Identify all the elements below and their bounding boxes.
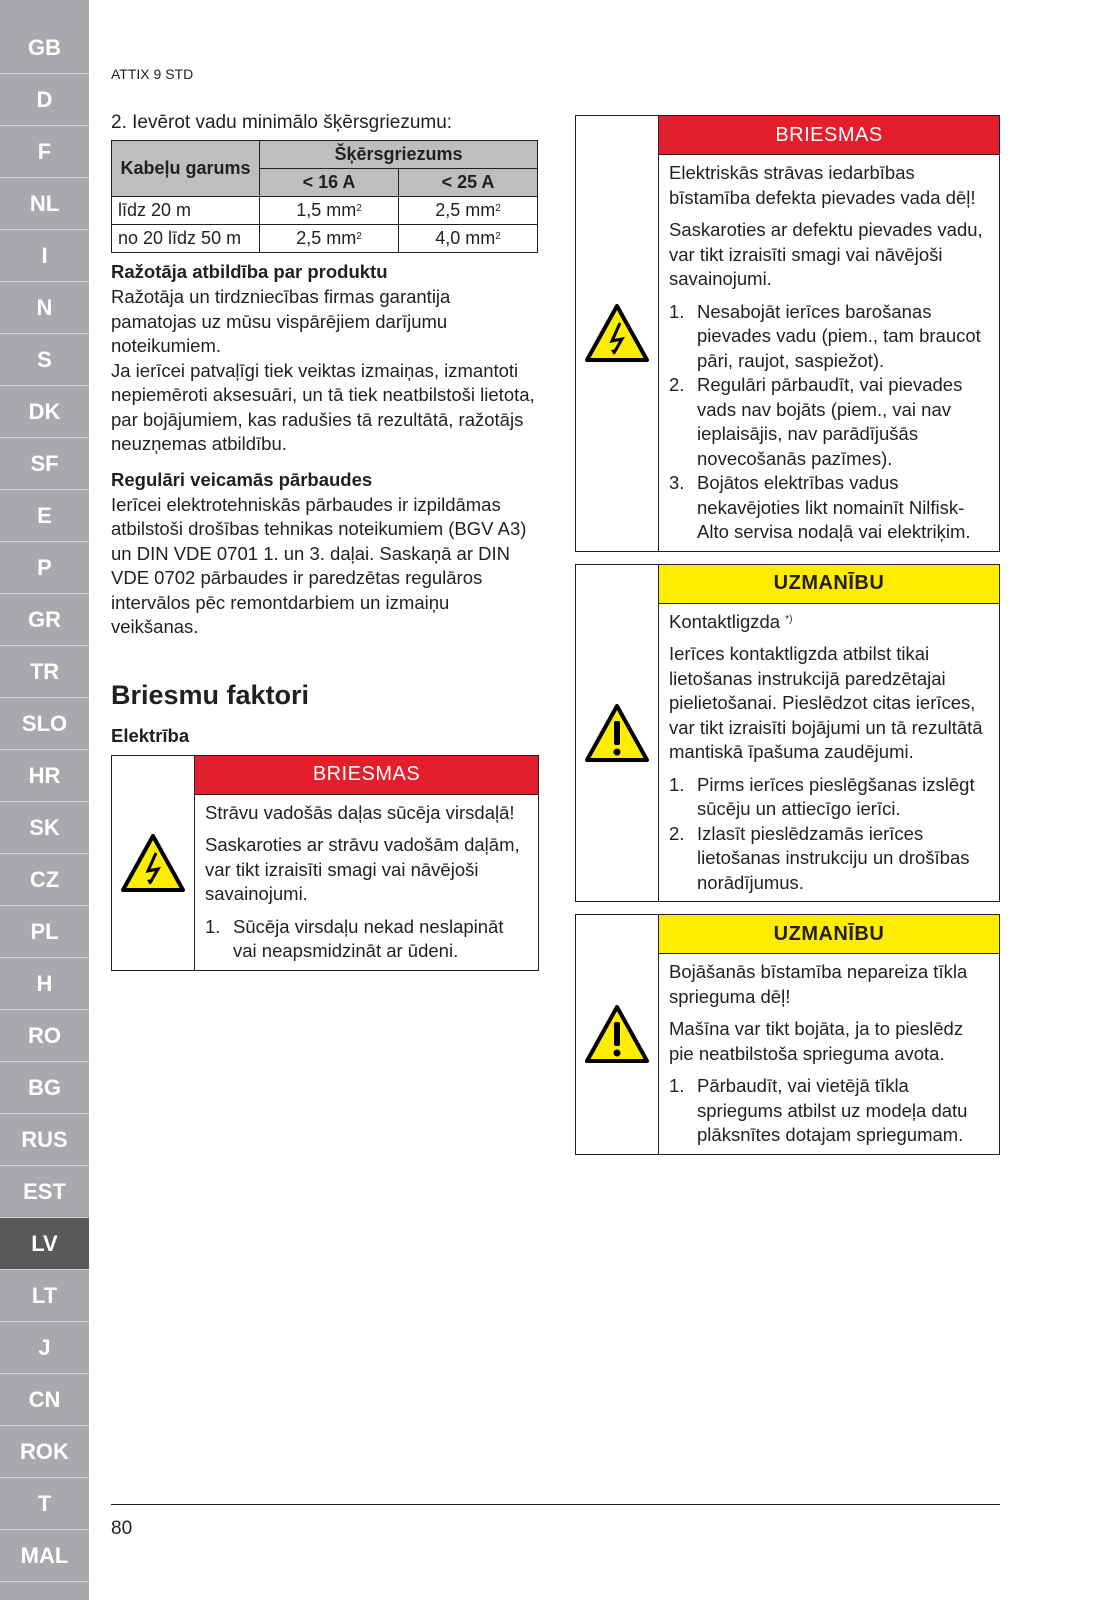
inspections-paragraph: Ierīcei elektrotehniskās pārbaudes ir izpildāmas atbilstoši drošības tehnikas noteikumiem (BGV A3) un DIN VDE 0701 1. un 3. daļai. Saskaņā ar DIN VDE 0702 pārbaudes ir paredzētas regulāros intervālos pēc remontdarbiem un izmaiņu veikšanas. — [111, 493, 527, 637]
lang-tab-nl[interactable]: NL — [0, 178, 89, 230]
lang-tab-slo[interactable]: SLO — [0, 698, 89, 750]
col-16a-header: < 16 A — [260, 169, 399, 197]
cross-section-header: Šķērsgriezums — [260, 141, 538, 169]
footnote-mark: *) — [785, 613, 793, 625]
warning-text: Saskaroties ar strāvu vadošām daļām, var tikt izraisīti smagi vai nāvējoši savainojumi. — [205, 834, 520, 904]
lang-tab-gr[interactable]: GR — [0, 594, 89, 646]
cable-table — [111, 140, 538, 253]
warning-steps — [659, 773, 999, 896]
danger-banner: BRIESMAS — [659, 116, 999, 155]
lang-tab-t[interactable]: T — [0, 1478, 89, 1530]
lang-tab-rus[interactable]: RUS — [0, 1114, 89, 1166]
lang-tab-dk[interactable]: DK — [0, 386, 89, 438]
lang-tab-j[interactable]: J — [0, 1322, 89, 1374]
left-column — [111, 112, 539, 971]
lang-tab-i[interactable]: I — [0, 230, 89, 282]
exclamation-warning-icon — [576, 565, 659, 902]
lang-tab-d[interactable]: D — [0, 74, 89, 126]
cable-length-cell: no 20 līdz 50 m — [112, 225, 260, 253]
lang-tab-s[interactable]: S — [0, 334, 89, 386]
lang-tab-h[interactable]: H — [0, 958, 89, 1010]
caution-box — [575, 914, 1000, 1155]
list-item: 1. Pārbaudīt, vai vietējā tīkla spriegums atbilst uz modeļa datu plāksnītes dotajam spriegumam. — [669, 1075, 968, 1145]
lang-tab-hr[interactable]: HR — [0, 750, 89, 802]
warning-text: Kontaktligzda — [669, 610, 781, 632]
lang-tab-est[interactable]: EST — [0, 1166, 89, 1218]
warning-text: Ierīces kontaktligzda atbilst tikai lietošanas instrukcijā paredzētajai pielietošanai. Pieslēdzot citas ierīces, var tikt izraisīti bojājumi un tā rezultātā mantiskā īpašuma zaudējumi. — [669, 643, 983, 762]
lang-tab-lv[interactable]: LV — [0, 1218, 89, 1270]
value-cell: 2,5 mm — [296, 228, 357, 248]
lang-tab-tr[interactable]: TR — [0, 646, 89, 698]
lang-tab-ro[interactable]: RO — [0, 1010, 89, 1062]
language-sidebar — [0, 0, 89, 1600]
lang-tab-sf[interactable]: SF — [0, 438, 89, 490]
danger-box — [111, 755, 539, 971]
table-row: līdz 20 m 1,5 $mm^2$ 2,5 $mm^2$ — [112, 197, 538, 225]
lang-tab-sk[interactable]: SK — [0, 802, 89, 854]
cable-intro: 2. Ievērot vadu minimālo šķērsgriezumu: — [111, 112, 453, 133]
danger-banner: BRIESMAS — [195, 756, 538, 795]
value-cell: 4,0 mm — [435, 228, 496, 248]
table-row: no 20 līdz 50 m 2,5 $mm^2$ 4,0 $mm^2$ — [112, 225, 538, 253]
warning-text: Saskaroties ar defektu pievades vadu, var tikt izraisīti smagi vai nāvējoši savainojumi. — [669, 219, 983, 289]
electric-hazard-icon — [576, 116, 659, 551]
lang-tab-lt[interactable]: LT — [0, 1270, 89, 1322]
warning-text: Bojāšanās bīstamība nepareiza tīkla sprieguma dēļ! — [669, 961, 968, 1007]
list-item: 1. Pirms ierīces pieslēgšanas izslēgt sūcēju un attiecīgo ierīci. — [669, 773, 975, 819]
caution-banner: UZMANĪBU — [659, 915, 999, 954]
warning-steps — [659, 1074, 999, 1148]
footer-divider — [111, 1504, 1000, 1505]
lang-tab-rok[interactable]: ROK — [0, 1426, 89, 1478]
right-column — [575, 115, 1000, 1155]
section-title: Briesmu faktori — [111, 679, 310, 710]
lang-tab-bg[interactable]: BG — [0, 1062, 89, 1114]
liability-paragraph: Ražotāja un tirdzniecības firmas garantija pamatojas uz mūsu vispārējiem darījumu noteikumiem. — [111, 286, 451, 356]
lang-tab-mal[interactable]: MAL — [0, 1530, 89, 1582]
page-number: 80 — [111, 1518, 133, 1539]
value-cell: 2,5 mm — [435, 200, 496, 220]
lang-tab-f[interactable]: F — [0, 126, 89, 178]
list-item: 3. Bojātos elektrības vadus nekavējoties likt nomainīt Nilfisk-Alto servisa nodaļā vai elektriķim. — [669, 472, 971, 542]
col-25a-header: < 25 A — [399, 169, 538, 197]
exclamation-warning-icon — [576, 915, 659, 1154]
list-item: 2. Regulāri pārbaudīt, vai pievades vads nav bojāts (piem., vai nav ieplaisājis, nav parādījušās novecošanās pazīmes). — [669, 374, 963, 469]
lang-tab-cn[interactable]: CN — [0, 1374, 89, 1426]
warning-steps — [195, 915, 538, 964]
list-item: 1. Nesabojāt ierīces barošanas pievades vadu (piem., tam braucot pāri, raujot, saspiežot). — [669, 300, 981, 371]
list-item: 2. Izlasīt pieslēdzamās ierīces lietošanas instrukciju un drošības norādījumus. — [669, 822, 970, 893]
lang-tab-gb[interactable]: GB — [0, 22, 89, 74]
cable-length-header: Kabeļu garums — [112, 141, 260, 197]
warning-text: Mašīna var tikt bojāta, ja to pieslēdz pie neatbilstoša sprieguma avota. — [669, 1018, 964, 1064]
value-cell: 1,5 mm — [296, 200, 357, 220]
electric-hazard-icon — [112, 756, 195, 970]
liability-paragraph: Ja ierīcei patvaļīgi tiek veiktas izmaiņas, izmantoti nepiemēroti aksesuāri, un tā tiek neatbilstoši lietota, par bojājumiem, kas radušies tā rezultātā, ražotājs neuzņemas atbildību. — [111, 359, 535, 454]
lang-tab-pl[interactable]: PL — [0, 906, 89, 958]
liability-heading: Ražotāja atbildība par produktu — [111, 261, 388, 282]
warning-text: Elektriskās strāvas iedarbības bīstamība defekta pievades vada dēļ! — [669, 162, 976, 208]
caution-banner: UZMANĪBU — [659, 565, 999, 604]
list-item: 1. Sūcēja virsdaļu nekad neslapināt vai neapsmidzināt ar ūdeni. — [205, 915, 504, 961]
inspections-heading: Regulāri veicamās pārbaudes — [111, 468, 373, 490]
lang-tab-cz[interactable]: CZ — [0, 854, 89, 906]
warning-text: Strāvu vadošās daļas sūcēja virsdaļā! — [205, 801, 515, 823]
danger-box — [575, 115, 1000, 552]
document-header-title: ATTIX 9 STD — [111, 66, 194, 82]
lang-tab-p[interactable]: P — [0, 542, 89, 594]
lang-tab-n[interactable]: N — [0, 282, 89, 334]
lang-tab-e[interactable]: E — [0, 490, 89, 542]
caution-box — [575, 564, 1000, 903]
cable-length-cell: līdz 20 m — [112, 197, 260, 225]
warning-steps — [659, 300, 999, 545]
electricity-heading: Elektrība — [111, 724, 190, 746]
